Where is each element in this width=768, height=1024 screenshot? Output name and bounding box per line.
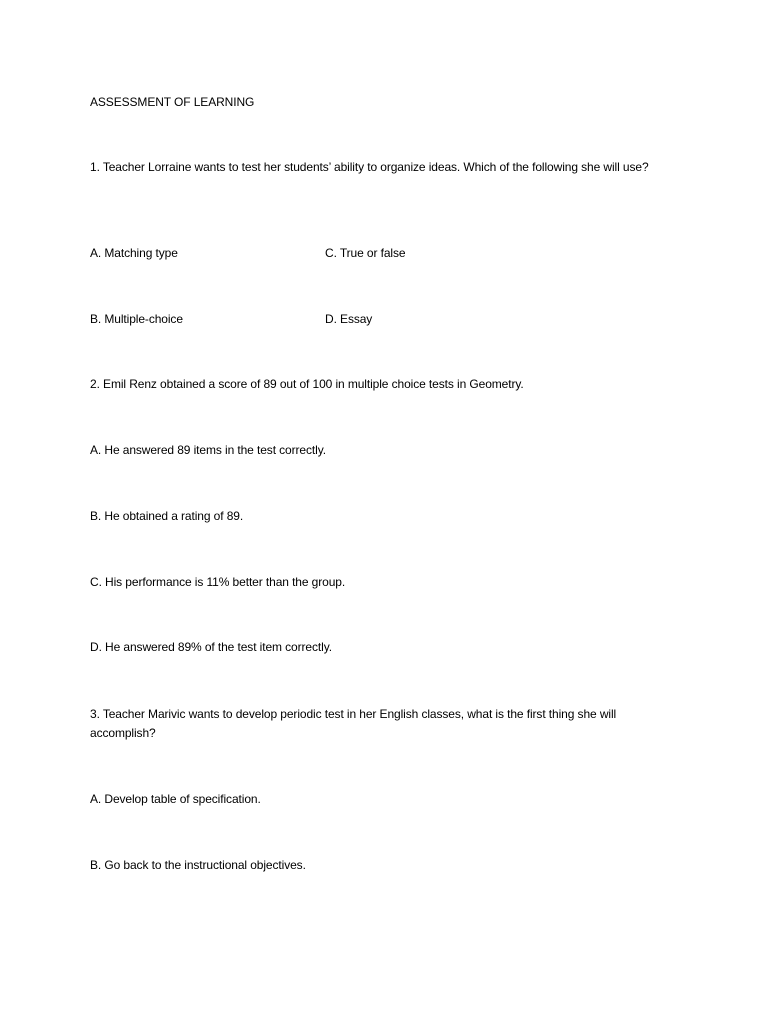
question-2-option-b: B. He obtained a rating of 89. [90, 509, 244, 523]
question-1-option-a: A. Matching type [90, 246, 178, 260]
question-3-stem: 3. Teacher Marivic wants to develop periodic test in her English classes, what is the first thing she will accomplish? [90, 707, 617, 740]
question-3-option-b: B. Go back to the instructional objectives. [90, 858, 306, 872]
question-2-option-c: C. His performance is 11% better than the group. [90, 575, 346, 589]
question-1-option-d: D. Essay [325, 312, 373, 326]
question-1-stem: 1. Teacher Lorraine wants to test her students’ ability to organize ideas. Which of the following she will use? [90, 160, 649, 174]
question-2-option-d: D. He answered 89% of the test item correctly. [90, 640, 332, 654]
question-3-option-a: A. Develop table of specification. [90, 792, 261, 806]
question-1-option-c: C. True or false [325, 246, 406, 260]
question-1-option-b: B. Multiple-choice [90, 312, 183, 326]
document-title: ASSESSMENT OF LEARNING [90, 95, 255, 109]
question-2-option-a: A. He answered 89 items in the test correctly. [90, 443, 326, 457]
question-2-stem: 2. Emil Renz obtained a score of 89 out of 100 in multiple choice tests in Geometry. [90, 377, 524, 391]
